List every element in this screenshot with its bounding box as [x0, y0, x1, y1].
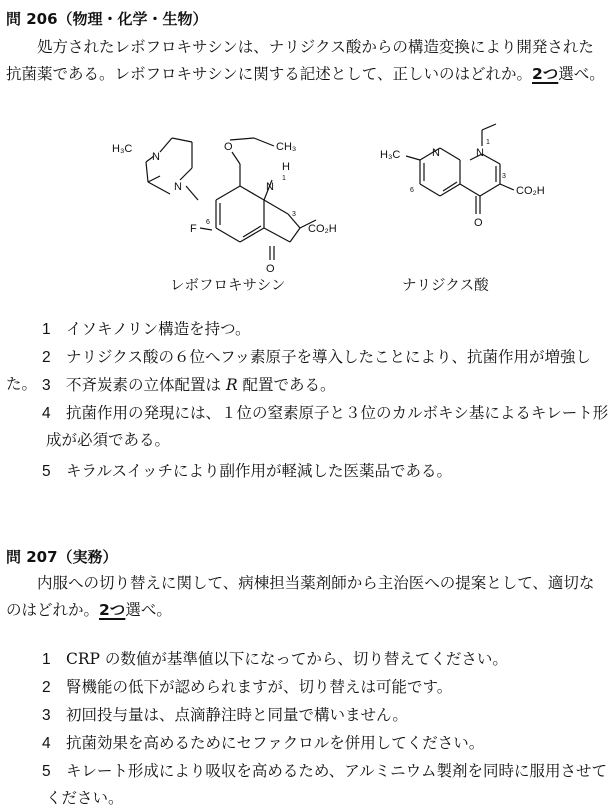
emphasis-two: 2つ	[532, 65, 559, 83]
option-number: 5	[42, 763, 51, 780]
option-number: 1	[42, 651, 51, 668]
option-italic-r: R	[225, 376, 238, 394]
label-h3c: H₃C	[112, 143, 133, 155]
option-207-3	[6, 702, 610, 729]
label-position-6: 6	[206, 219, 210, 226]
levofloxacin-labels	[112, 141, 337, 275]
option-206-1	[6, 316, 610, 343]
label-n8: N	[432, 147, 440, 159]
nalidixic-acid-labels	[380, 139, 545, 229]
option-207-4	[6, 730, 610, 757]
option-text: 不斉炭素の立体配置は	[66, 376, 226, 394]
option-number: 4	[42, 735, 51, 752]
stem-text: 内服への切り替えに関して、病棟担当薬剤師から主治医への提案として、適切なのはどれか。	[6, 574, 595, 619]
option-text: ナリジクス酸の６位へフッ素原子を導入したことにより、抗菌作用が増強した。	[6, 348, 591, 393]
option-206-3	[6, 372, 610, 399]
label-f: F	[190, 223, 197, 235]
option-text: 抗菌効果を高めるためにセファクロルを併用してください。	[66, 734, 485, 752]
option-206-5	[6, 458, 610, 485]
option-continuation: 成が必須である。	[46, 431, 171, 449]
option-text: 初回投与量は、点滴静注時と同量で構いません。	[66, 706, 408, 724]
label-n: N	[152, 151, 160, 163]
option-text: キレート形成により吸収を高めるため、アルミニウム製剤を同時に服用させて	[66, 762, 607, 780]
option-number: 1	[42, 321, 51, 338]
option-number: 4	[42, 405, 51, 422]
question-206-stem	[6, 34, 606, 88]
emphasis-two: 2つ	[99, 601, 126, 619]
label-ring-n: N	[266, 181, 274, 193]
option-number: 2	[42, 679, 51, 696]
option-text-tail: 配置である。	[237, 376, 336, 394]
option-number: 2	[42, 349, 51, 366]
option-207-2	[6, 674, 610, 701]
nalidixic-acid-name: ナリジクス酸	[402, 278, 489, 294]
label-keto-o: O	[266, 263, 275, 275]
levofloxacin-name: レボフロキサシン	[170, 278, 286, 294]
question-207-stem	[6, 570, 606, 624]
option-text: 腎機能の低下が認められますが、切り替えは可能です。	[66, 678, 453, 696]
option-text: 抗菌作用の発現には、１位の窒素原子と３位のカルボキシ基によるキレート形	[66, 404, 609, 422]
option-207-5	[6, 758, 610, 811]
option-207-1	[6, 646, 610, 673]
label-ch3: CH₃	[276, 141, 297, 153]
stem-tail: 選べ。	[558, 65, 605, 83]
nalidixic-acid-structure	[406, 124, 514, 214]
label-h: H	[282, 161, 290, 173]
label-h3c: H₃C	[380, 149, 401, 161]
option-text: CRP の数値が基準値以下になってから、切り替えてください。	[66, 650, 508, 668]
label-o: O	[224, 141, 233, 153]
question-206-title: 問 206（物理・化学・生物）	[6, 10, 208, 28]
stem-tail: 選べ。	[125, 601, 172, 619]
label-position-1: 1	[486, 139, 490, 146]
option-continuation: ください。	[46, 789, 124, 807]
label-keto-o: O	[474, 217, 483, 229]
option-number: 3	[42, 707, 51, 724]
option-text: イソキノリン構造を持つ。	[66, 320, 251, 338]
label-co2h: CO₂H	[308, 223, 337, 235]
option-number: 5	[42, 463, 51, 480]
label-position-3: 3	[502, 173, 506, 180]
stem-text: 処方されたレボフロキサシンは、ナリジクス酸からの構造変換により開発された抗菌薬である。レボフロキサシンに関する記述として、正しいのはどれか。	[6, 38, 594, 83]
label-co2h: CO₂H	[516, 185, 545, 197]
label-n: N	[174, 181, 182, 193]
chemical-structures	[0, 120, 616, 280]
levofloxacin-structure	[146, 138, 316, 260]
option-text: キラルスイッチにより副作用が軽減した医薬品である。	[66, 462, 452, 480]
option-number: 3	[42, 377, 51, 394]
option-206-4	[6, 400, 610, 453]
label-position-3: 3	[292, 211, 296, 218]
question-207-title: 問 207（実務）	[6, 548, 118, 566]
label-position-1: 1	[282, 175, 286, 182]
label-n1: N	[476, 147, 484, 159]
label-position-6: 6	[410, 187, 414, 194]
